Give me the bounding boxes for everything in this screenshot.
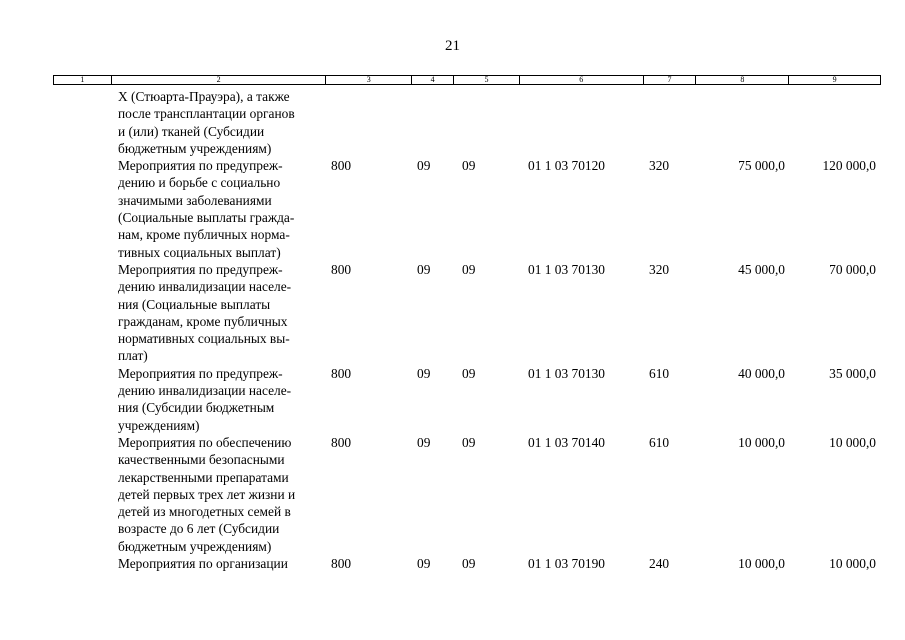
table-row xyxy=(0,88,905,157)
cell-col-4: 09 xyxy=(417,158,431,174)
description-line: учреждениям) xyxy=(118,417,200,433)
header-col-9: 9 xyxy=(832,75,837,84)
table-row xyxy=(0,434,905,555)
cell-col-7: 610 xyxy=(649,365,670,381)
cell-col-5: 09 xyxy=(462,158,476,174)
row-description xyxy=(118,88,328,157)
header-col-6: 6 xyxy=(520,76,644,84)
cell-col-8: 40 000,0 xyxy=(738,365,785,381)
row-description xyxy=(118,365,328,434)
table-row xyxy=(0,555,905,572)
cell-col-9: 10 000,0 xyxy=(829,556,876,572)
description-line: плат) xyxy=(118,348,148,364)
row-description xyxy=(118,261,328,365)
description-line: значимыми заболеваниями xyxy=(118,192,272,208)
description-line: нормативных социальных вы- xyxy=(118,331,290,347)
cell-col-3: 800 xyxy=(331,158,352,174)
description-line: бюджетным учреждениям) xyxy=(118,538,272,554)
page-number: 21 xyxy=(445,38,460,54)
cell-col-6: 01 1 03 70140 xyxy=(528,434,605,450)
cell-col-6: 01 1 03 70130 xyxy=(528,261,605,277)
cell-col-9: 120 000,0 xyxy=(822,158,876,174)
header-col-7: 7 xyxy=(644,76,697,84)
header-col-2: 2 xyxy=(112,76,326,84)
cell-col-4: 09 xyxy=(417,261,431,277)
description-line: Мероприятия по организации xyxy=(118,556,288,572)
cell-col-5: 09 xyxy=(462,365,476,381)
cell-col-8: 10 000,0 xyxy=(738,556,785,572)
cell-col-3: 800 xyxy=(331,365,352,381)
cell-col-4: 09 xyxy=(417,556,431,572)
table-row xyxy=(0,157,905,261)
description-line: тивных социальных выплат) xyxy=(118,244,281,260)
description-line: (Социальные выплаты гражда- xyxy=(118,210,295,226)
cell-col-8: 45 000,0 xyxy=(738,261,785,277)
cell-col-6: 01 1 03 70120 xyxy=(528,158,605,174)
description-line: качественными безопасными xyxy=(118,452,285,468)
header-col-4: 4 xyxy=(412,76,454,84)
cell-col-3: 800 xyxy=(331,556,352,572)
cell-col-7: 610 xyxy=(649,434,670,450)
description-line: Мероприятия по предупреж- xyxy=(118,158,283,174)
header-col-5: 5 xyxy=(454,76,520,84)
description-line: и (или) тканей (Субсидии xyxy=(118,123,265,139)
description-line: лекарственными препаратами xyxy=(118,469,289,485)
description-line: после трансплантации органов xyxy=(118,106,295,122)
description-line: дению инвалидизации населе- xyxy=(118,279,292,295)
cell-col-8: 75 000,0 xyxy=(738,158,785,174)
description-line: Х (Стюарта-Прауэра), а также xyxy=(118,89,290,104)
header-col-3: 3 xyxy=(326,76,412,84)
table-header xyxy=(53,75,881,85)
cell-col-3: 800 xyxy=(331,434,352,450)
cell-col-9: 10 000,0 xyxy=(829,434,876,450)
description-line: гражданам, кроме публичных xyxy=(118,313,288,329)
description-line: детей из многодетных семей в xyxy=(118,504,291,520)
description-line: дению и борьбе с социально xyxy=(118,175,281,191)
header-col-8: 8 xyxy=(696,76,789,84)
cell-col-3: 800 xyxy=(331,261,352,277)
description-line: детей первых трех лет жизни и xyxy=(118,486,296,502)
cell-col-9: 70 000,0 xyxy=(829,261,876,277)
description-line: нам, кроме публичных норма- xyxy=(118,227,290,243)
row-description xyxy=(118,157,328,261)
table-body xyxy=(0,88,905,572)
cell-col-4: 09 xyxy=(417,365,431,381)
cell-col-5: 09 xyxy=(462,261,476,277)
cell-col-7: 320 xyxy=(649,261,670,277)
description-line: бюджетным учреждениям) xyxy=(118,140,272,156)
cell-col-7: 240 xyxy=(649,556,670,572)
cell-col-9: 35 000,0 xyxy=(829,365,876,381)
cell-col-5: 09 xyxy=(462,434,476,450)
cell-col-6: 01 1 03 70130 xyxy=(528,365,605,381)
cell-col-5: 09 xyxy=(462,556,476,572)
header-col-1: 1 xyxy=(54,76,112,84)
description-line: Мероприятия по предупреж- xyxy=(118,365,283,381)
row-description xyxy=(118,555,328,572)
description-line: дению инвалидизации населе- xyxy=(118,383,292,399)
description-line: ния (Социальные выплаты xyxy=(118,296,271,312)
description-line: возрасте до 6 лет (Субсидии xyxy=(118,521,280,537)
cell-col-6: 01 1 03 70190 xyxy=(528,556,605,572)
table-row xyxy=(0,365,905,434)
row-description xyxy=(118,434,328,555)
description-line: Мероприятия по обеспечению xyxy=(118,434,292,450)
table-row xyxy=(0,261,905,365)
cell-col-7: 320 xyxy=(649,158,670,174)
description-line: Мероприятия по предупреж- xyxy=(118,261,283,277)
description-line: ния (Субсидии бюджетным xyxy=(118,400,275,416)
cell-col-4: 09 xyxy=(417,434,431,450)
cell-col-8: 10 000,0 xyxy=(738,434,785,450)
